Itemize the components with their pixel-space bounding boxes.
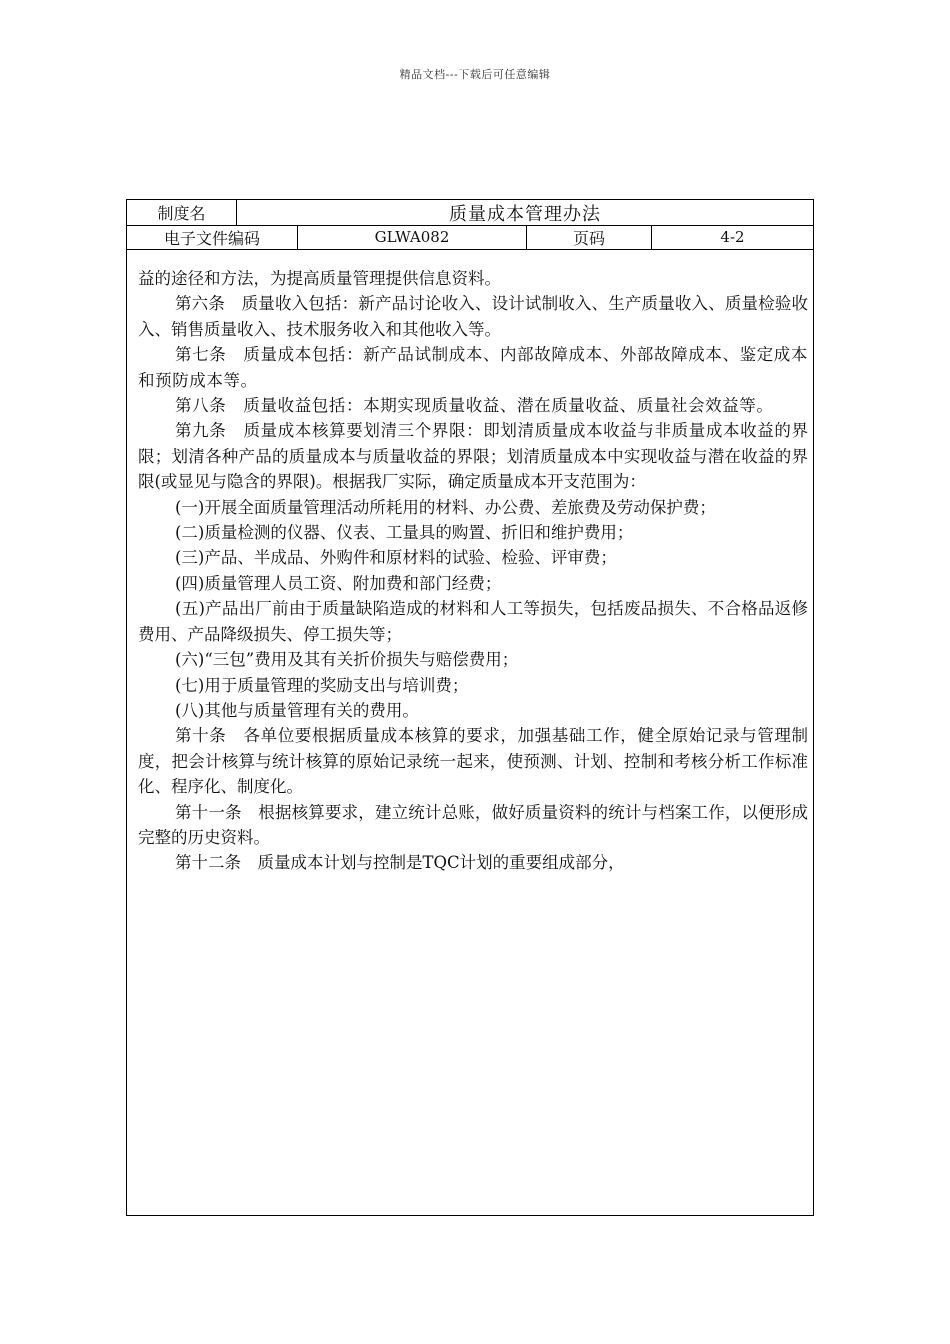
page-header-note: 精品文档---下载后可任意编辑: [399, 68, 551, 81]
article-9: 第九条 质量成本核算要划清三个界限：即划清质量成本收益与非质量成本收益的界限；划清各种产品的质量成本与质量收益的界限；划清质量成本中实现收益与潜在收益的界限(或显见与隐含的界限)。根据我厂实际，确定质量成本开支范围为：: [138, 421, 808, 492]
article-10: 第十条 各单位要根据质量成本核算的要求，加强基础工作，健全原始记录与管理制度，把会计核算与统计核算的原始记录统一起来，使预测、计划、控制和考核分析工作标准化、程序化、制度化。: [138, 726, 808, 797]
expense-item-1: (一)开展全面质量管理活动所耗用的材料、办公费、差旅费及劳动保护费；: [175, 497, 716, 517]
expense-item-3: (三)产品、半成品、外购件和原材料的试验、检验、评审费；: [175, 548, 617, 568]
code-row: [127, 225, 813, 250]
title-row: [127, 200, 813, 226]
expense-item-2: (二)质量检测的仪器、仪表、工量具的购置、折旧和维护费用；: [175, 523, 634, 543]
page-number-label: 页码: [526, 225, 651, 249]
expense-item-4: (四)质量管理人员工资、附加费和部门经费；: [175, 573, 502, 593]
expense-item-7: (七)用于质量管理的奖励支出与培训费；: [175, 675, 469, 695]
expense-item-5: (五)产品出厂前由于质量缺陷造成的材料和人工等损失，包括废品损失、不合格品返修费用、产品降级损失、停工损失等；: [138, 599, 808, 644]
page-number-value: 4-2: [651, 225, 813, 249]
document-form: [126, 199, 814, 1216]
file-code-label: 电子文件编码: [163, 228, 260, 248]
body-paragraph: 益的途径和方法，为提高质量管理提供信息资料。: [138, 269, 501, 288]
file-code-value: GLWA082: [297, 225, 526, 249]
article-7: 第七条 质量成本包括：新产品试制成本、内部故障成本、外部故障成本、鉴定成本和预防成本等。: [138, 345, 808, 390]
article-12: 第十二条 质量成本计划与控制是TQC计划的重要组成部分，: [175, 853, 625, 873]
article-6: 第六条 质量收入包括：新产品讨论收入、设计试制收入、生产质量收入、质量检验收入、销售质量收入、技术服务收入和其他收入等。: [138, 294, 808, 339]
expense-item-6: (六)“三包”费用及其有关折价损失与赔偿费用；: [175, 650, 519, 670]
article-8: 第八条 质量收益包括：本期实现质量收益、潜在质量收益、质量社会效益等。: [175, 396, 774, 416]
document-body: [138, 266, 808, 876]
regulation-name-label: 制度名: [157, 204, 206, 223]
expense-item-8: (八)其他与质量管理有关的费用。: [175, 700, 419, 720]
regulation-title: 质量成本管理办法: [236, 200, 813, 225]
article-11: 第十一条 根据核算要求，建立统计总账，做好质量资料的统计与档案工作，以便形成完整的历史资料。: [138, 802, 808, 847]
